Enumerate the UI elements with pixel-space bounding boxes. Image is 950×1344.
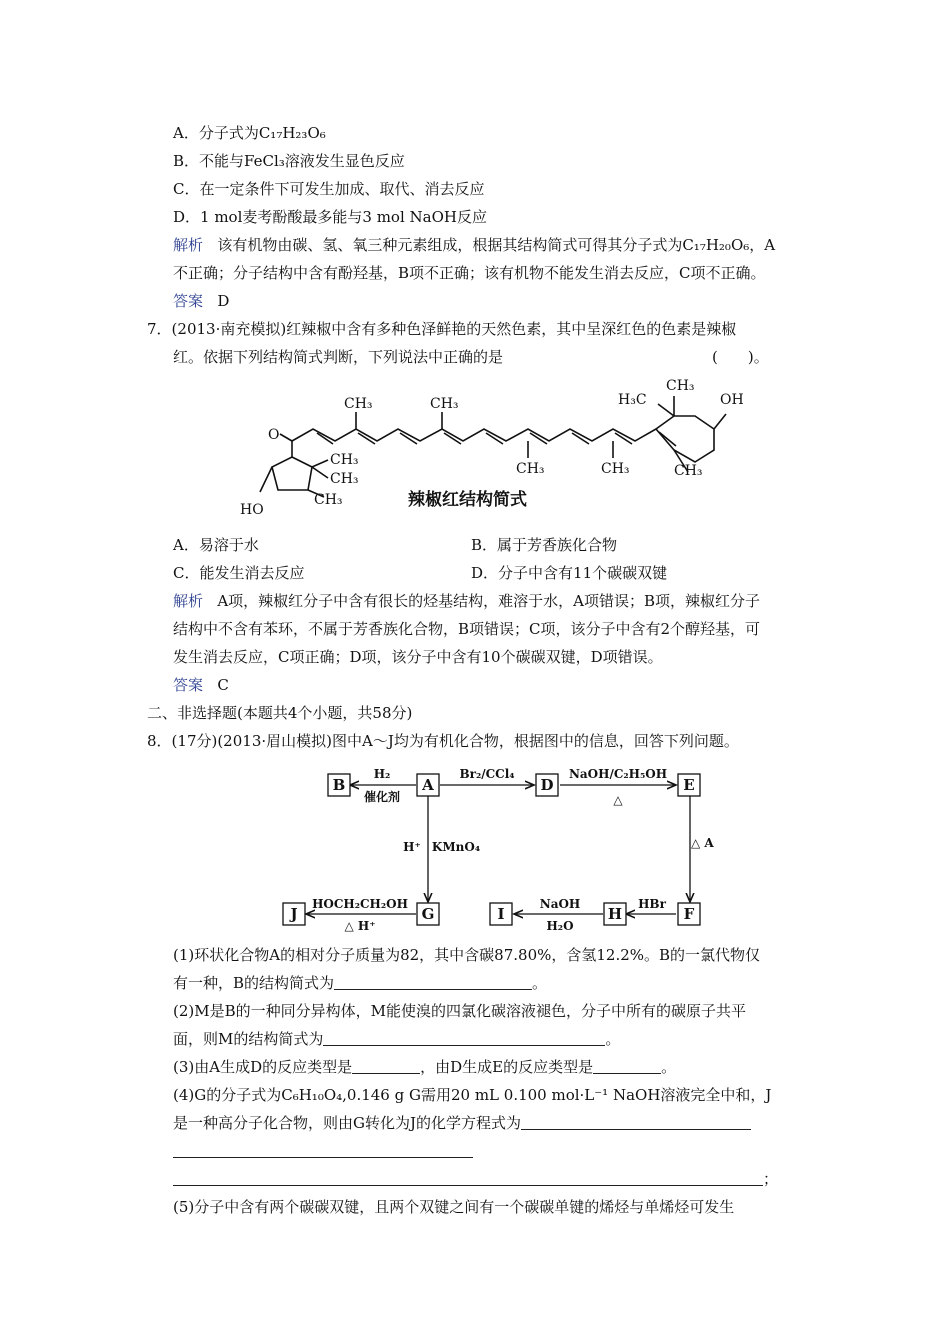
q8-part3-text-a: (3)由A生成D的反应类型是 [173,1058,353,1076]
node-a: A [422,776,434,794]
q6-option-c: C．在一定条件下可发生加成、取代、消去反应 [173,180,485,198]
node-f: F [683,905,695,923]
node-g: G [421,905,435,923]
ag-reagent-left: H⁺ [403,840,421,854]
node-j: J [290,905,298,923]
answer-label: 答案 [173,676,204,694]
answer-blank[interactable] [521,1115,751,1130]
ef-reagent: △ A [691,836,714,850]
answer-blank[interactable] [593,1059,661,1074]
hi-reagent-top: NaOH [539,897,581,911]
q8-part4-text: 是一种高分子化合物，则由G转化为J的化学方程式为 [173,1114,521,1132]
q8-part4-line-2 [173,1113,751,1133]
q8-part3-text-b: ，由D生成E的反应类型是 [420,1058,594,1076]
q6-answer [173,291,229,311]
q8-part1-text: 有一种，B的结构简式为 [173,974,335,992]
answer-paren: ( )。 [712,348,769,366]
h3c-label: H₃C [618,392,647,408]
answer-blank[interactable] [334,975,532,990]
q7-analysis-line-2: 结构中不含有苯环，不属于芳香族化合物，B项错误；C项，该分子中含有2个醇羟基，可 [173,620,761,638]
q8-part2-text: 面，则M的结构简式为 [173,1030,324,1048]
ch3-label: CH₃ [674,463,703,479]
q6-option-a: A．分子式为C₁₇H₂₃O₆ [173,124,326,142]
q8-part5-line-1: (5)分子中含有两个碳碳双键，且两个双键之间有一个碳碳单键的烯烃与单烯烃可发生 [173,1198,735,1216]
answer-blank[interactable] [352,1059,420,1074]
q8-part4-line-1: (4)G的分子式为C₆H₁₀O₄,0.146 g G需用20 mL 0.100 mol·L⁻¹ NaOH溶液完全中和，J [173,1086,772,1104]
node-d: D [540,776,554,794]
ho-label: HO [240,502,264,518]
fh-reagent: HBr [638,897,666,911]
node-i: I [497,905,505,923]
ch3-label: CH₃ [666,378,695,394]
section-heading: 二、非选择题(本题共4个小题，共58分) [147,704,413,722]
answer-blank[interactable] [173,1171,763,1186]
de-reagent-bottom: △ [613,793,623,807]
analysis-label: 解析 [173,236,204,254]
answer-label: 答案 [173,292,204,310]
answer-blank[interactable] [323,1031,605,1046]
ab-reagent-top: H₂ [373,767,391,781]
q7-analysis-line-3: 发生消去反应，C项正确；D项，该分子中含有10个碳碳双键，D项错误。 [173,648,663,666]
node-e: E [683,776,695,794]
analysis-text: A项，辣椒红分子中含有很长的烃基结构，难溶于水，A项错误；B项，辣椒红分子 [217,592,761,610]
q8-part1-line-1: (1)环状化合物A的相对分子质量为82，其中含碳87.80%，含氢12.2%。B的一氯代物仅 [173,946,761,964]
q7-option-b: B．属于芳香族化合物 [471,536,618,554]
q6-analysis-line-2: 不正确；分子结构中含有酚羟基，B项不正确；该有机物不能发生消去反应，C项不正确。 [173,264,766,282]
q8-part4-line-4 [173,1169,778,1189]
q7-stem-line-2: 红。依据下列结构简式判断，下列说法中正确的是 [173,348,504,366]
q7-option-d: D．分子中含有11个碳碳双键 [471,564,668,582]
ch3-label: CH₃ [601,461,630,477]
q8-part2-line-2 [173,1029,620,1049]
ch3-label: CH₃ [344,396,373,412]
oh-label: OH [720,392,744,408]
reaction-flow-diagram [270,758,720,938]
de-reagent-top: NaOH/C₂H₅OH [568,767,668,781]
ch3-label: CH₃ [330,471,359,487]
q8-part3 [173,1057,676,1077]
period: 。 [532,974,548,992]
ch3-label: CH₃ [314,492,343,508]
q8-stem: 8．(17分)(2013·眉山模拟)图中A～J均为有机化合物，根据图中的信息，回答下列问题。 [147,732,739,750]
ab-reagent-bottom: 催化剂 [363,790,401,804]
period: 。 [605,1030,621,1048]
q7-option-a: A．易溶于水 [173,536,259,554]
ad-reagent: Br₂/CCl₄ [459,767,515,781]
node-b: B [332,776,346,794]
q6-option-b: B．不能与FeCl₃溶液发生显色反应 [173,152,405,170]
ch3-label: CH₃ [330,452,359,468]
structure-caption: 辣椒红结构简式 [408,490,527,510]
node-h: H [607,905,623,923]
analysis-label: 解析 [173,592,204,610]
q6-analysis-line-1 [173,235,775,255]
answer-value: D [217,292,230,310]
capsanthin-structure [240,372,760,522]
q7-stem-line-1: 7．(2013·南充模拟)红辣椒中含有多种色泽鲜艳的天然色素，其中呈深红色的色素是辣椒 [147,320,737,338]
q7-answer [173,675,229,695]
q6-option-d: D．1 mol麦考酚酸最多能与3 mol NaOH反应 [173,208,487,226]
ch3-label: CH₃ [430,396,459,412]
carbonyl-o-label: O [268,427,280,443]
answer-value: C [217,676,229,694]
answer-blank[interactable] [173,1143,473,1158]
period: 。 [661,1058,677,1076]
gj-reagent-top: HOCH₂CH₂OH [312,897,408,911]
analysis-text: 该有机物由碳、氢、氧三种元素组成，根据其结构简式可得其分子式为C₁₇H₂₀O₆，A [217,236,776,254]
q7-option-c: C．能发生消去反应 [173,564,305,582]
hi-reagent-bottom: H₂O [546,919,574,933]
q8-part4-line-3 [173,1141,473,1161]
q8-part1-line-2 [173,973,547,993]
ch3-label: CH₃ [516,461,545,477]
semicolon: ； [763,1170,779,1188]
q8-part2-line-1: (2)M是B的一种同分异构体，M能使溴的四氯化碳溶液褪色，分子中所有的碳原子共平 [173,1002,746,1020]
ag-reagent-right: KMnO₄ [431,840,481,854]
q7-analysis-line-1 [173,591,760,611]
gj-reagent-bottom: △ H⁺ [344,919,376,933]
